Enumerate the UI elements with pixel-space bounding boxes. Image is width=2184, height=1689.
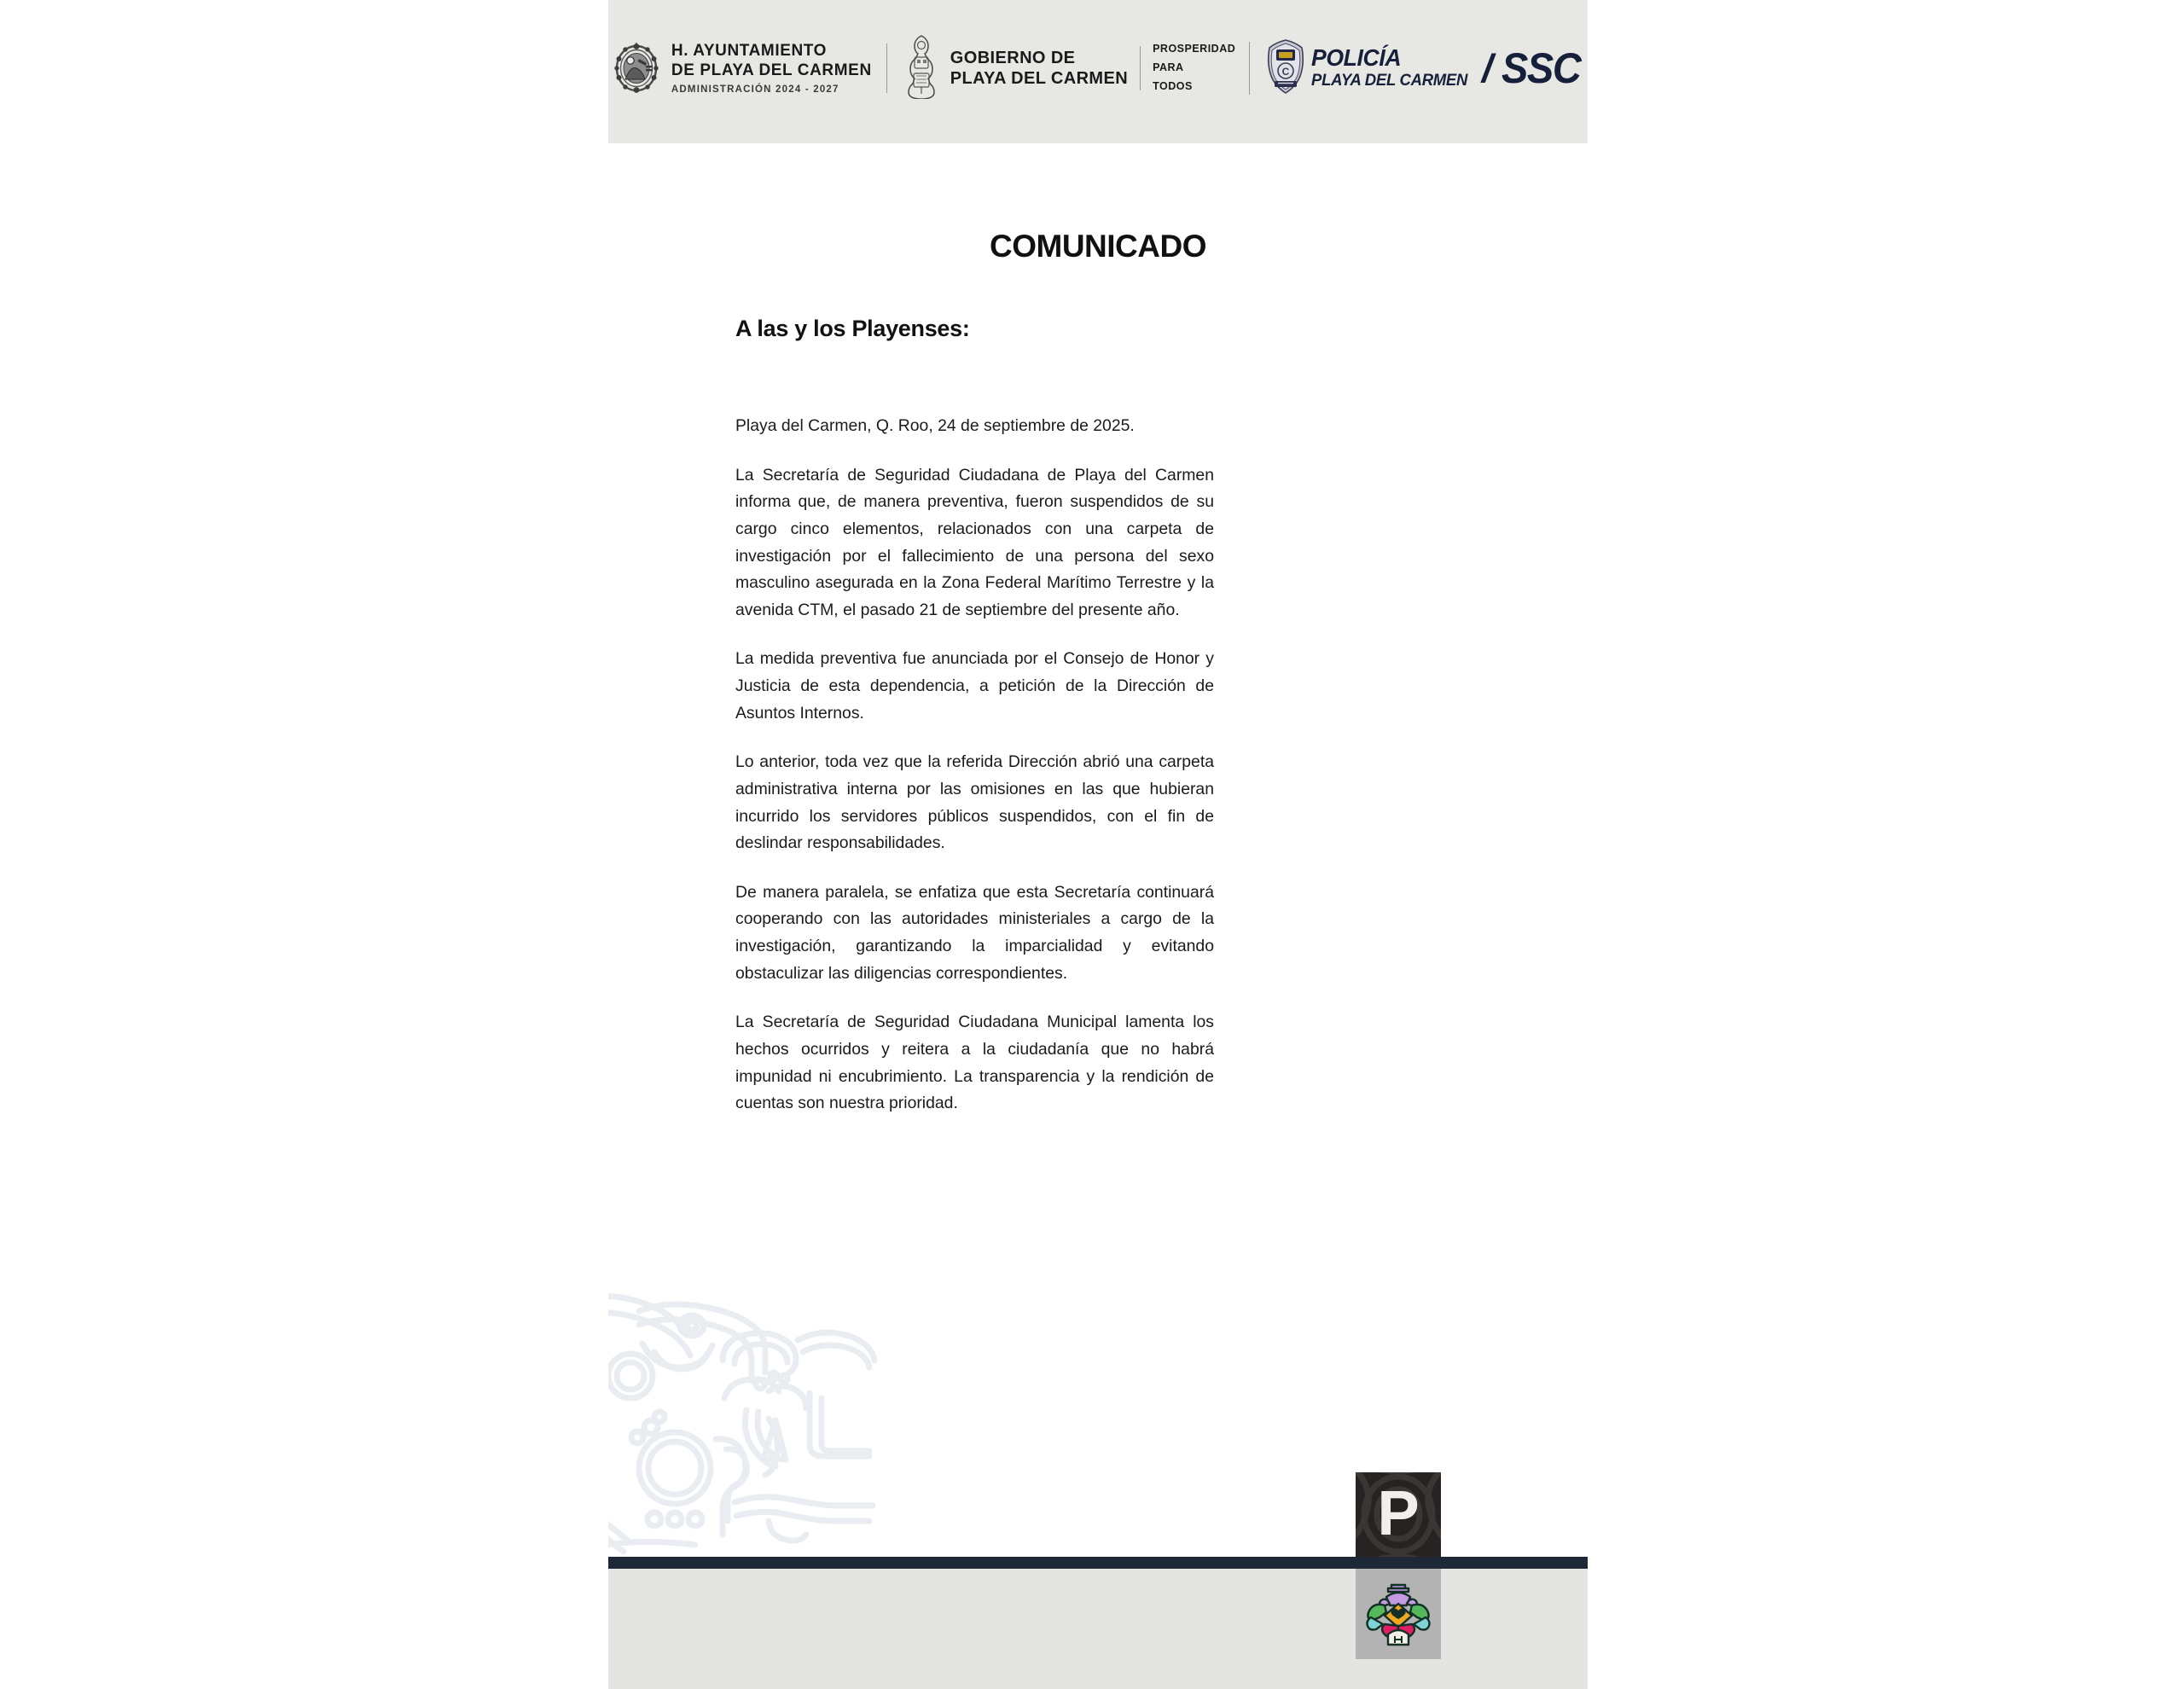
ayuntamiento-administration: ADMINISTRACIÓN 2024 - 2027 xyxy=(671,84,839,95)
footer-accent-bar xyxy=(608,1557,1588,1569)
document-header xyxy=(608,0,1588,143)
ayuntamiento-line1: H. AYUNTAMIENTO xyxy=(671,42,828,61)
body-paragraph: La medida preventiva fue anunciada por el Consejo de Honor y Justicia de esta dependencia, a petición de la Dirección de Asuntos Internos. xyxy=(735,649,1214,723)
prosperidad-slogan xyxy=(1153,40,1235,96)
mayan-glyph-watermark-icon xyxy=(608,1291,883,1559)
playa-p-logo-icon xyxy=(1356,1472,1441,1557)
page-title: COMUNICADO xyxy=(990,229,1206,264)
body-paragraph: La Secretaría de Seguridad Ciudadana de Playa del Carmen informa que, de manera preventiva, fueron suspendidos de su cargo cinco elementos, relacionados con una carpeta de investigación por el fallecimiento de una persona del sexo masculino asegurada en la Zona Federal Marítimo Terrestre y la avenida CTM, el pasado 21 de septiembre del presente año. xyxy=(735,465,1214,619)
body-paragraph: Lo anterior, toda vez que la referida Dirección abrió una carpeta administrativa interna por las omisiones en las que hubieran incurrido los servidores públicos suspendidos, con el fin de deslindar responsabilidades. xyxy=(735,752,1214,853)
prosperidad-line2: PARA xyxy=(1153,61,1184,74)
header-divider-3 xyxy=(1249,42,1250,95)
header-divider-2 xyxy=(1140,46,1141,90)
police-badge-icon xyxy=(1263,38,1308,99)
body-paragraph: De manera paralela, se enfatiza que esta Secretaría continuará cooperando con las autoridades ministeriales a cargo de la investigación, garantizando la imparcialidad y evitando obstaculizar las diligencias correspondientes. xyxy=(735,882,1214,983)
policia-line1: POLICÍA xyxy=(1311,44,1402,72)
gobierno-line2: PLAYA DEL CARMEN xyxy=(950,69,1129,88)
dateline: Playa del Carmen, Q. Roo, 24 de septiembre de 2025. xyxy=(735,416,1135,435)
ayuntamiento-line2: DE PLAYA DEL CARMEN xyxy=(671,61,872,79)
policia-line2: PLAYA DEL CARMEN xyxy=(1311,71,1468,90)
p-logo-letter: P xyxy=(1377,1477,1420,1548)
document-page xyxy=(608,0,1588,1689)
mayan-emblem-icon xyxy=(1356,1569,1441,1659)
policia-logo xyxy=(1263,38,1476,99)
policia-ssc-separator: / xyxy=(1482,46,1493,90)
prosperidad-line3: TODOS xyxy=(1153,79,1193,92)
gobierno-emblem-icon xyxy=(902,34,941,103)
svg-text:C: C xyxy=(1281,65,1290,78)
ayuntamiento-logo xyxy=(613,40,872,97)
ayuntamiento-text xyxy=(671,42,872,95)
playa-del-carmen-coat-of-arms-icon xyxy=(613,40,659,97)
salutation: A las y los Playenses: xyxy=(735,316,970,341)
header-logo-row xyxy=(613,34,1583,103)
ssc-wordmark: SSC xyxy=(1501,44,1581,92)
gobierno-logo xyxy=(902,34,1128,103)
policia-text xyxy=(1311,46,1476,90)
document-body xyxy=(735,413,1214,1117)
body-paragraph: La Secretaría de Seguridad Ciudadana Municipal lamenta los hechos ocurridos y reitera a la ciudadanía que no habrá impunidad ni encubrimiento. La transparencia y la rendición de cuentas son nuestra prioridad. xyxy=(735,1013,1214,1113)
header-divider-1 xyxy=(886,44,887,93)
prosperidad-line1: PROSPERIDAD xyxy=(1153,43,1236,55)
gobierno-line1: GOBIERNO DE xyxy=(950,49,1076,67)
gobierno-text xyxy=(950,48,1128,89)
